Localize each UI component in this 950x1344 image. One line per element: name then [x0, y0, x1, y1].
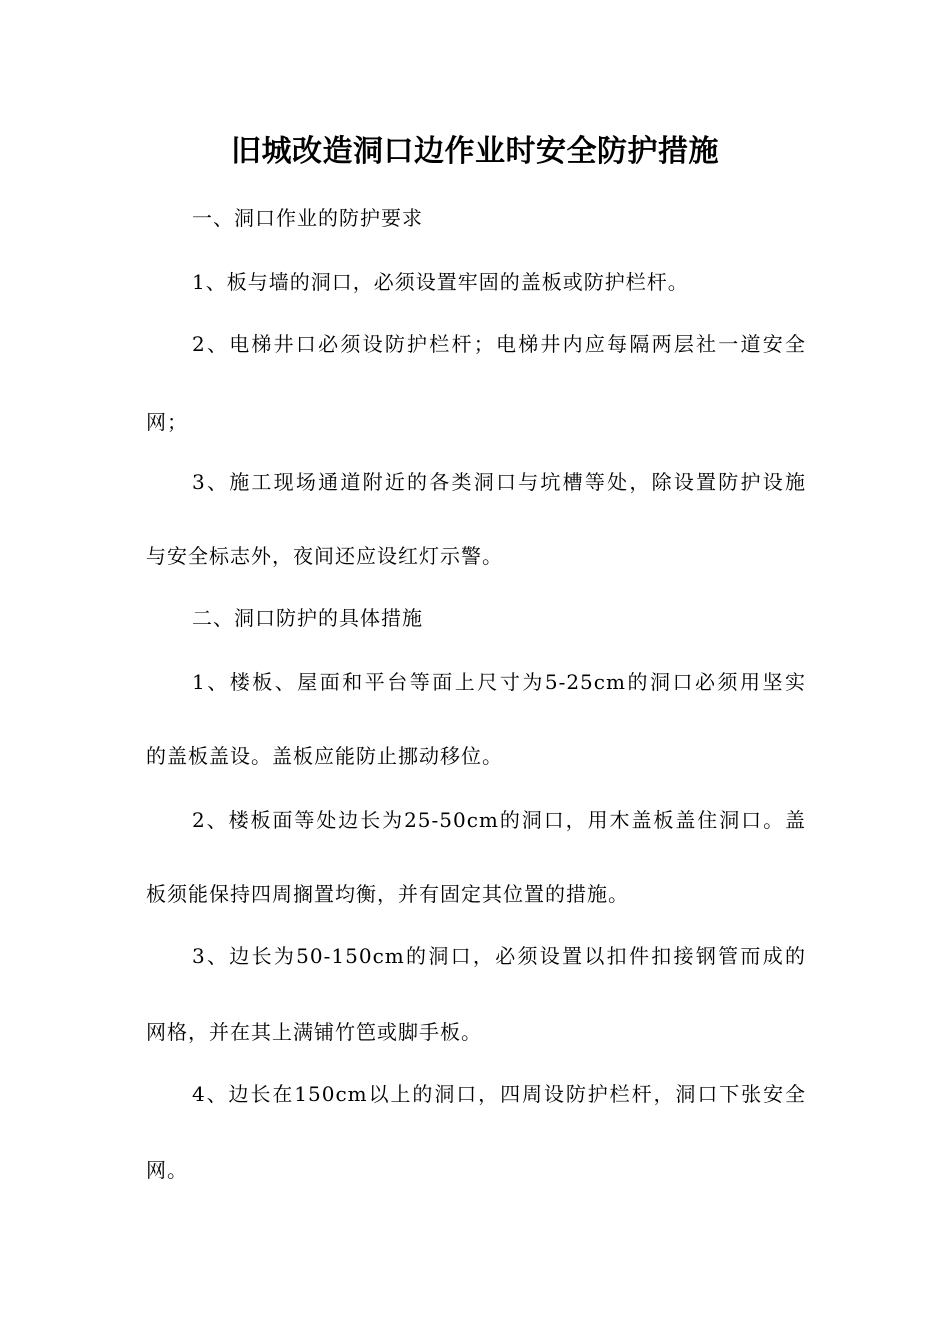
paragraph-line: 板须能保持四周搁置均衡，并有固定其位置的措施。 [146, 882, 629, 906]
paragraph-line: 3、边长为50-150cm的洞口，必须设置以扣件扣接钢管而成的 [192, 944, 806, 968]
document-title: 旧城改造洞口边作业时安全防护措施 [231, 134, 719, 169]
paragraph-line: 3、施工现场通道附近的各类洞口与坑槽等处，除设置防护设施 [192, 470, 806, 494]
paragraph-line: 与安全标志外，夜间还应设红灯示警。 [146, 544, 503, 568]
paragraph-line: 1、楼板、屋面和平台等面上尺寸为5-25cm的洞口必须用坚实 [192, 670, 806, 694]
paragraph-line: 网； [146, 410, 188, 434]
section-heading-2: 二、洞口防护的具体措施 [192, 606, 423, 630]
section-heading-1: 一、洞口作业的防护要求 [192, 206, 423, 230]
paragraph-line: 网格，并在其上满铺竹笆或脚手板。 [146, 1020, 482, 1044]
paragraph-line: 网。 [146, 1158, 188, 1182]
paragraph-line: 4、边长在150cm以上的洞口，四周设防护栏杆，洞口下张安全 [192, 1082, 806, 1106]
paragraph-line: 的盖板盖设。盖板应能防止挪动移位。 [146, 744, 503, 768]
paragraph-line: 2、电梯井口必须设防护栏杆；电梯井内应每隔两层社一道安全 [192, 332, 806, 356]
paragraph-line: 2、楼板面等处边长为25-50cm的洞口，用木盖板盖住洞口。盖 [192, 808, 806, 832]
paragraph-line: 1、板与墙的洞口，必须设置牢固的盖板或防护栏杆。 [192, 270, 689, 294]
